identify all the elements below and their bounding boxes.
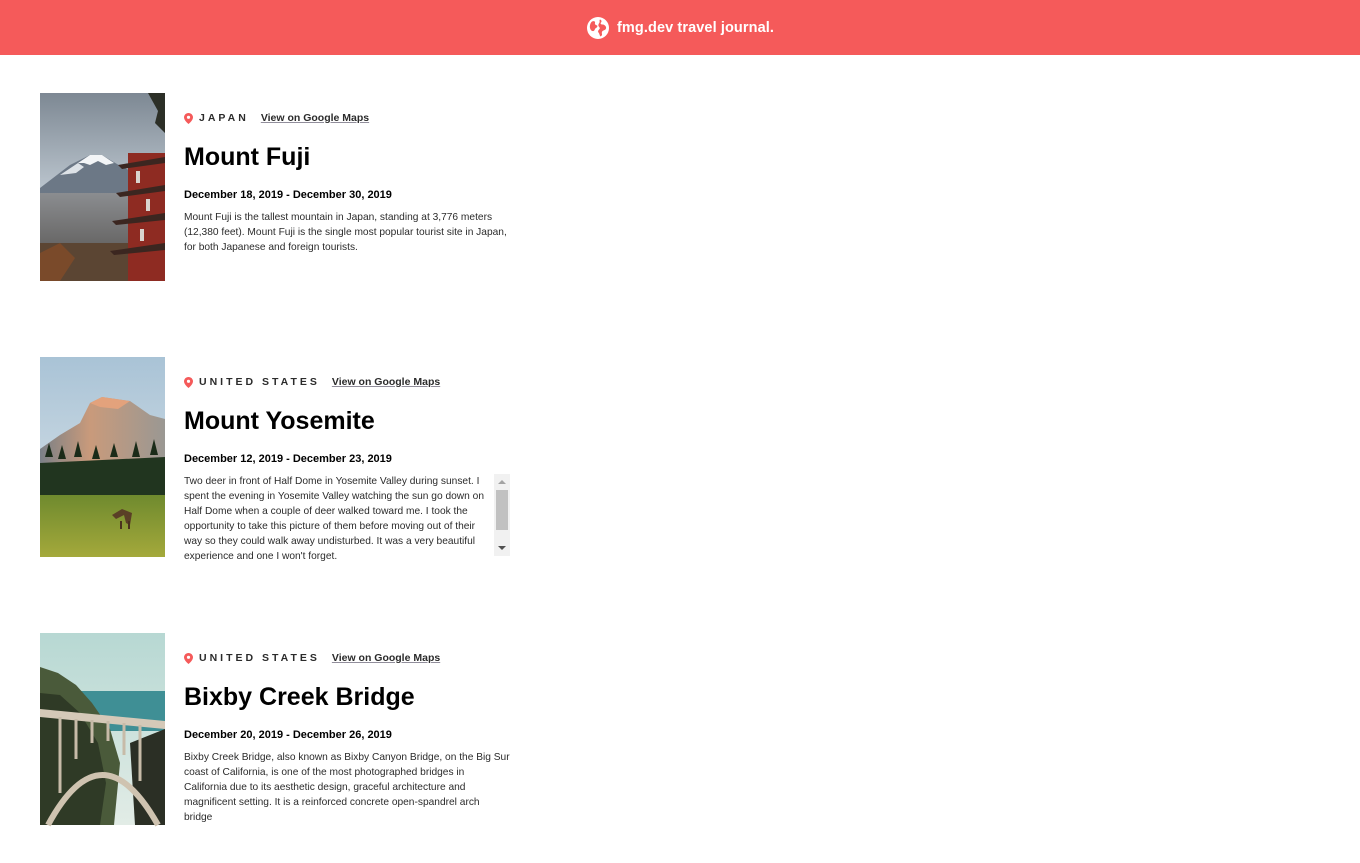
app-title: fmg.dev travel journal. <box>616 19 774 36</box>
description-scrollbar[interactable] <box>494 474 510 556</box>
location-pin-icon <box>184 113 193 124</box>
entry-description[interactable]: Two deer in front of Half Dome in Yosemite Valley during sunset. I spent the evening in Yosemite Valley watching the sun go down on Half Dome when a couple of deer walked toward me. I took the opportunity to take this picture of them before moving out of their way so they could walk away undisturbed. It was a very beautiful experience and one I won't forget. <box>184 476 484 562</box>
location-row <box>184 376 440 388</box>
view-on-google-maps-link[interactable]: View on Google Maps <box>331 652 441 664</box>
location-pin-icon <box>184 653 193 664</box>
scroll-down-arrow-icon[interactable] <box>498 546 506 550</box>
location-row <box>184 652 440 664</box>
journal-entry <box>40 633 520 825</box>
mount-fuji-photo <box>40 93 165 281</box>
scroll-up-arrow-icon[interactable] <box>498 480 506 484</box>
app-header <box>0 0 1360 55</box>
location-pin-icon <box>184 377 193 388</box>
journal-entry <box>40 357 520 562</box>
globe-icon <box>586 16 610 40</box>
view-on-google-maps-link[interactable]: View on Google Maps <box>331 376 441 388</box>
view-on-google-maps-link[interactable]: View on Google Maps <box>260 112 370 124</box>
entry-country: UNITED STATES <box>199 376 320 388</box>
entry-title: Mount Yosemite <box>184 407 375 435</box>
scrollbar-thumb[interactable] <box>496 490 508 530</box>
journal-entry <box>40 93 520 281</box>
entry-title: Bixby Creek Bridge <box>184 683 415 711</box>
bixby-creek-bridge-photo <box>40 633 165 825</box>
location-row <box>184 112 369 124</box>
entry-country: JAPAN <box>199 112 249 124</box>
entry-dates: December 18, 2019 - December 30, 2019 <box>184 189 392 201</box>
entry-description: Bixby Creek Bridge, also known as Bixby Canyon Bridge, on the Big Sur coast of California, is one of the most photographed bridges in California due to its aesthetic design, graceful architecture and magnificent setting. It is a reinforced concrete open-spandrel arch bridge <box>184 752 510 823</box>
mount-yosemite-photo <box>40 357 165 557</box>
entry-dates: December 12, 2019 - December 23, 2019 <box>184 453 392 465</box>
entry-description: Mount Fuji is the tallest mountain in Japan, standing at 3,776 meters (12,380 feet). Mount Fuji is the single most popular tourist site in Japan, for both Japanese and foreign tourists. <box>184 212 507 253</box>
entry-title: Mount Fuji <box>184 143 311 171</box>
entry-dates: December 20, 2019 - December 26, 2019 <box>184 729 392 741</box>
entry-country: UNITED STATES <box>199 652 320 664</box>
